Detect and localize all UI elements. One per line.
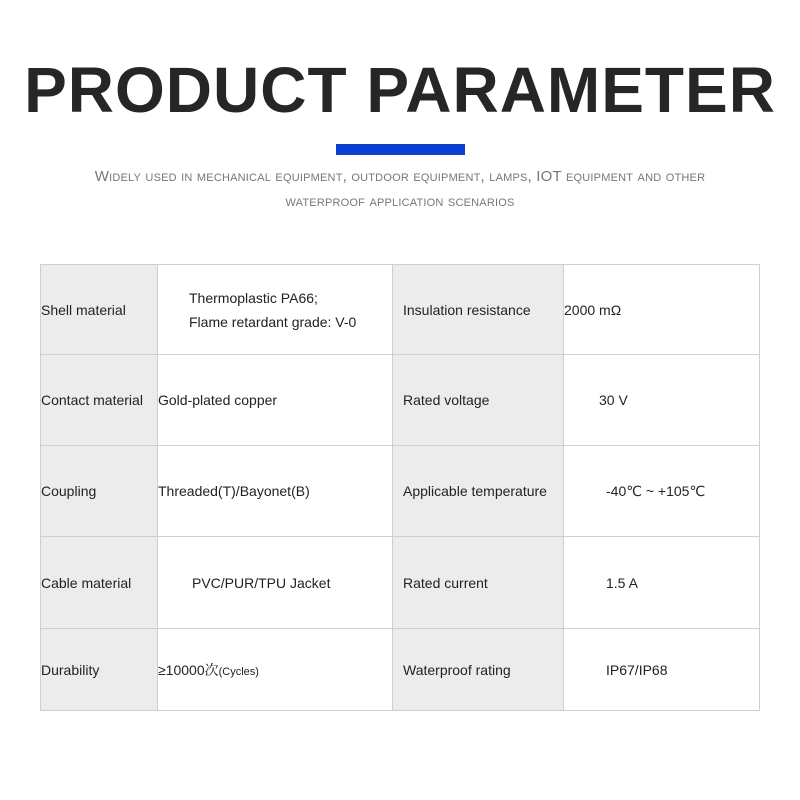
durability-count: ≥10000次: [158, 661, 219, 678]
table-row: [41, 355, 760, 446]
param-label-durability: Durability: [41, 629, 158, 711]
param-label-contact-material: Contact material: [41, 355, 158, 446]
param-value-contact-material: Gold-plated copper: [158, 355, 393, 446]
param-value-cable-material: PVC/PUR/TPU Jacket: [158, 537, 393, 629]
param-label-cable-material: Cable material: [41, 537, 158, 629]
durability-unit: (Cycles): [218, 665, 259, 678]
table-row: [41, 446, 760, 537]
param-value-durability: [158, 629, 393, 711]
param-value-shell-material: [158, 265, 393, 355]
param-label-applicable-temperature: Applicable temperature: [393, 446, 564, 537]
param-label-waterproof-rating: Waterproof rating: [393, 629, 564, 711]
title-accent-bar: [336, 144, 465, 155]
param-value-rated-current: 1.5 A: [564, 537, 760, 629]
param-value-waterproof-rating: IP67/IP68: [564, 629, 760, 711]
table-row: [41, 537, 760, 629]
subtitle-line-2: waterproof application scenarios: [285, 193, 515, 210]
param-value-insulation-resistance: 2000 mΩ: [564, 265, 760, 355]
page-subtitle: [40, 164, 760, 214]
param-value-line: Flame retardant grade: V-0: [189, 313, 357, 330]
parameter-table: [40, 264, 760, 711]
param-value-applicable-temperature: -40℃ ~ +105℃: [564, 446, 760, 537]
page-title: PRODUCT PARAMETER: [24, 54, 776, 126]
param-value-rated-voltage: 30 V: [564, 355, 760, 446]
param-label-coupling: Coupling: [41, 446, 158, 537]
param-label-insulation-resistance: Insulation resistance: [393, 265, 564, 355]
param-value-coupling: Threaded(T)/Bayonet(B): [158, 446, 393, 537]
param-label-rated-voltage: Rated voltage: [393, 355, 564, 446]
param-label-rated-current: Rated current: [393, 537, 564, 629]
table-row: [41, 265, 760, 355]
param-label-shell-material: Shell material: [41, 265, 158, 355]
table-row: [41, 629, 760, 711]
subtitle-line-1: Widely used in mechanical equipment, outdoor equipment, lamps, IOT equipment and other: [94, 168, 706, 185]
param-value-line: Thermoplastic PA66;: [189, 289, 318, 306]
